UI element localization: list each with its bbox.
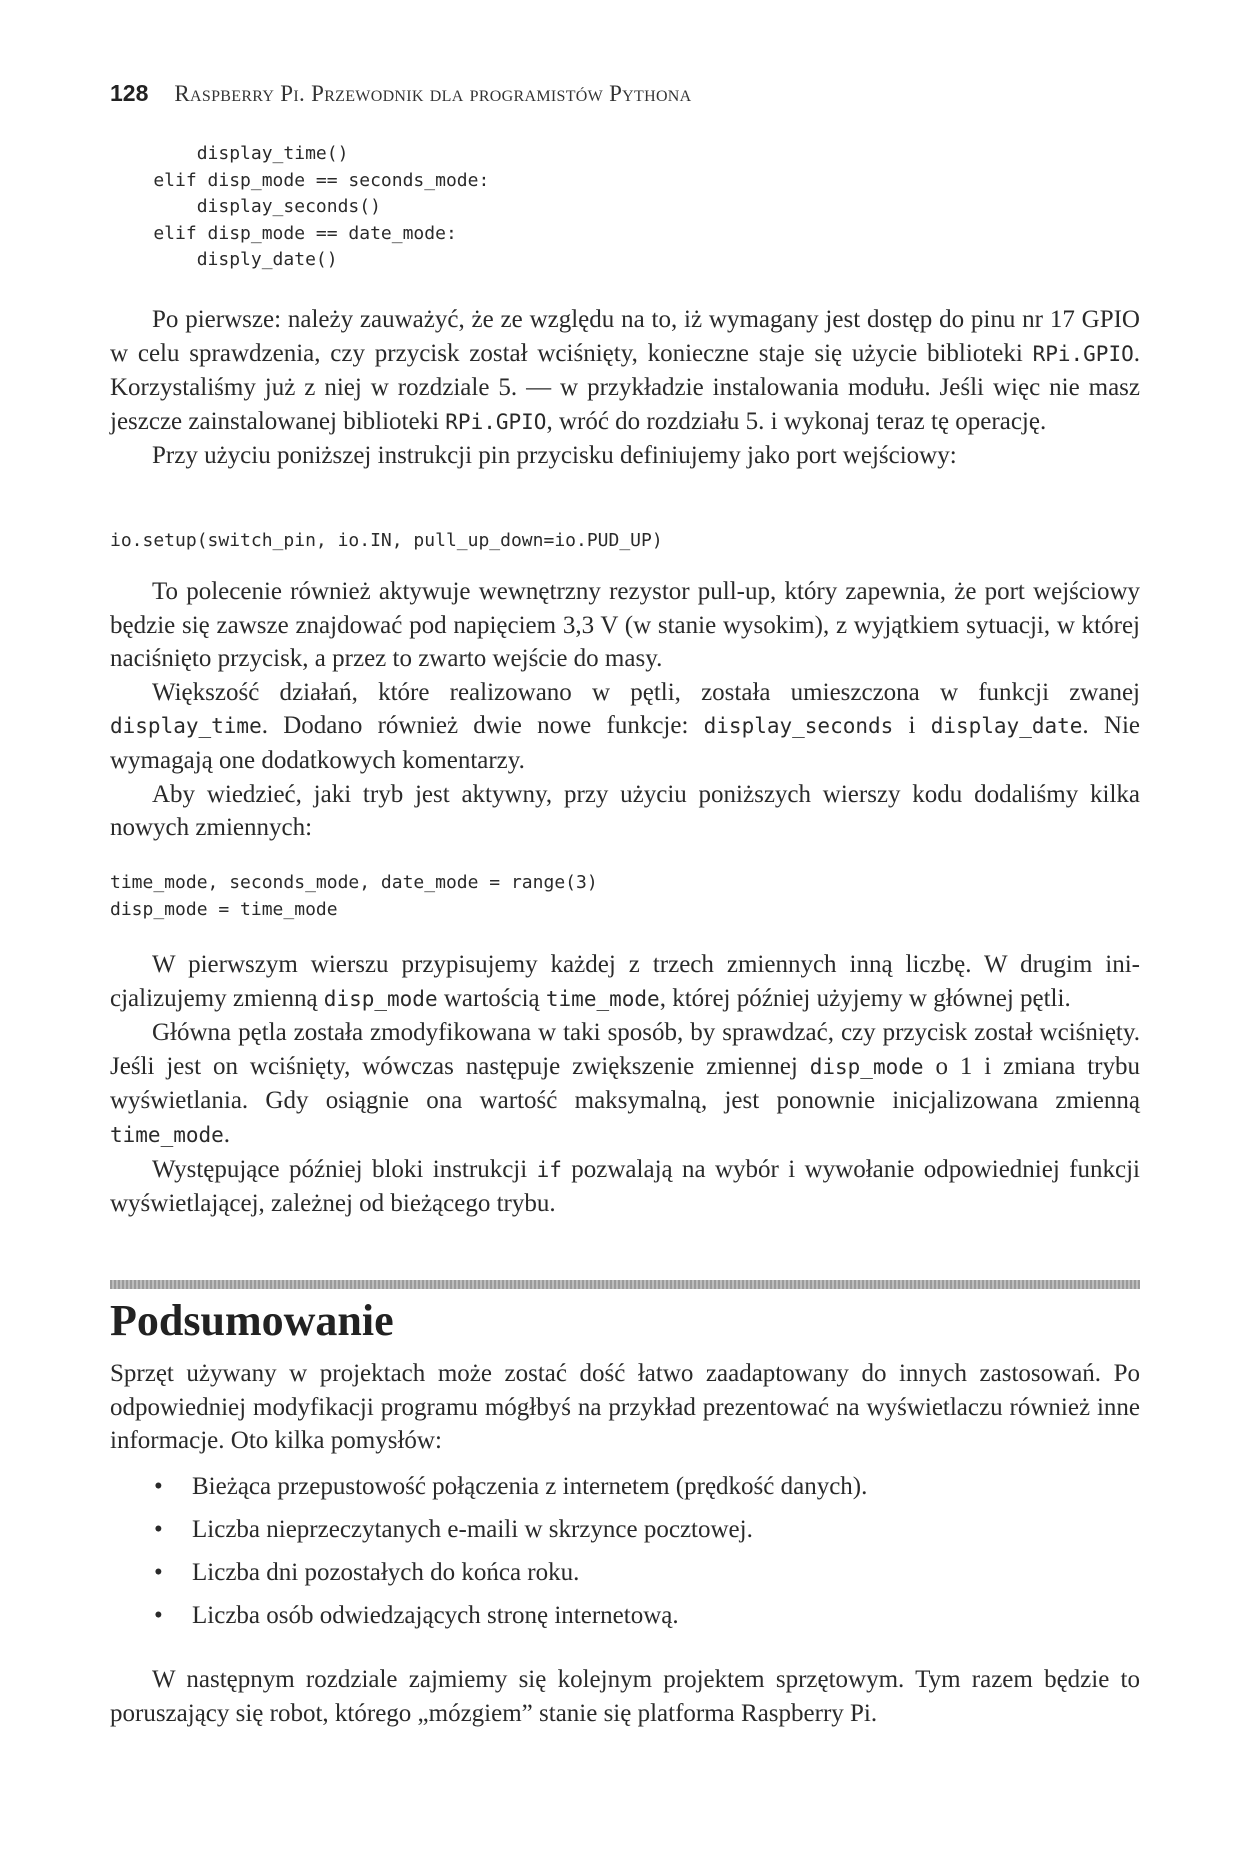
inline-code: display_seconds — [703, 714, 894, 739]
paragraph-pullup-resistor: To polecenie również aktywuje wewnętrzny rezystor pull-up, który zapewnia, że port wejściowy będzie się zawsze znajdować pod napięciem 3,3 V (w stanie wysokim), z wyjątkiem sytuacji, w której naciśnięto przycisk, a przez to zwarto wejście do masy. — [110, 578, 1140, 673]
list-item: • Bieżąca przepustowość połączenia z internetem (prędkość danych). — [110, 1470, 1140, 1513]
inline-code: time_mode — [110, 1122, 224, 1147]
paragraph-first-line: W pierwszym wierszu przypisujemy każdej z trzech zmiennych inną liczbę. W drugim inicjalizujemy zmienną disp_mode wartością time_mode, której później użyjemy w głównej pętli. — [110, 951, 1140, 1012]
inline-code: display_time — [110, 714, 262, 739]
bullet-icon: • — [154, 1559, 163, 1586]
code-block-mode-variables: time_mode, seconds_mode, date_mode = range(3) disp_mode = time_mode — [110, 872, 598, 920]
closing-block — [110, 1663, 1140, 1730]
text-block-main-loop — [110, 948, 1140, 1221]
inline-code: display_date — [930, 714, 1083, 739]
inline-code: disp_mode — [809, 1054, 924, 1079]
list-item: • Liczba osób odwiedzających stronę internetową. — [110, 1599, 1140, 1642]
paragraph-next-chapter: W następnym rozdziale zajmiemy się kolejnym projektem sprzętowym. Tym razem będzie to poruszający się robot, którego „mózgiem” stanie się platforma Raspberry Pi. — [110, 1666, 1140, 1727]
paragraph-summary-intro: Sprzęt używany w projektach może zostać dość łatwo zaadaptowany do innych zastosowań. Po odpowiedniej modyfikacji programu mógłbyś na przykład prezentować na wyświetlaczu również inne informacje. Oto kilka pomysłów: — [110, 1360, 1140, 1455]
code-block-io-setup: io.setup(switch_pin, io.IN, pull_up_down=io.PUD_UP) — [110, 530, 663, 551]
paragraph-new-variables: Aby wiedzieć, jaki tryb jest aktywny, przy użyciu poniższych wierszy kodu dodaliśmy kilka nowych zmiennych: — [110, 780, 1140, 842]
page-number: 128 — [110, 80, 149, 106]
inline-code: time_mode — [545, 986, 660, 1011]
running-title: Raspberry Pi. Przewodnik dla programistów Pythona — [174, 81, 692, 106]
paragraph-input-port: Przy użyciu poniższej instrukcji pin przycisku definiujemy jako port wejściowy: — [152, 442, 957, 470]
inline-code: if — [536, 1157, 562, 1182]
text-block-gpio — [110, 303, 1140, 473]
paragraph-if-blocks: Występujące później bloki instrukcji if pozwalają na wybór i wywołanie odpowiedniej funkcji wyświetlającej, zależnej od bieżącego trybu. — [110, 1155, 1140, 1218]
section-title: Podsumowanie — [110, 1296, 394, 1345]
running-header — [110, 78, 1140, 109]
text-block-pullup — [110, 575, 1140, 845]
list-item: • Liczba dni pozostałych do końca roku. — [110, 1556, 1140, 1599]
bullet-icon: • — [154, 1473, 163, 1500]
list-item: • Liczba nieprzeczytanych e-maili w skrzynce pocztowej. — [110, 1513, 1140, 1556]
section-divider — [110, 1280, 1140, 1289]
paragraph-gpio-library: Po pierwsze: należy zauważyć, że ze względu na to, iż wymagany jest dostęp do pinu nr 17 GPIO w celu sprawdzenia, czy przycisk został wciśnięty, konieczne staje się użycie biblioteki RPi.GPIO. Korzystaliśmy już z niej w rozdziale 5. — w przykładzie instalowania modułu. Jeśli więc nie masz jeszcze zainstalowanej biblioteki RPi.GPIO, wróć do rozdziału 5. i wykonaj teraz tę operację. — [110, 306, 1140, 435]
code-block-display-modes: display_time() elif disp_mode == seconds_mode: display_seconds() elif disp_mode == date_mode: disply_date() — [153, 143, 490, 270]
inline-code: disp_mode — [323, 986, 438, 1011]
inline-code: RPi.GPIO — [1032, 341, 1134, 366]
paragraph-functions: Większość działań, które realizowano w pętli, została umieszczona w funkcji zwanej display_time. Dodano również dwie nowe funkcje: display_seconds i display_date. Nie wymagają one dodatkowych komentarzy. — [110, 678, 1140, 774]
bullet-icon: • — [154, 1516, 163, 1543]
bullet-icon: • — [154, 1602, 163, 1629]
summary-intro-block — [110, 1357, 1140, 1458]
ideas-list — [110, 1470, 1140, 1642]
inline-code: RPi.GPIO — [445, 409, 547, 434]
paragraph-main-loop: Główna pętla została zmodyfikowana w taki sposób, by sprawdzać, czy przycisk został wciśnięty. Jeśli jest on wciśnięty, wówczas następuje zwiększenie zmiennej disp_mode o 1 i zmiana trybu wyświetlania. Gdy osiągnie ona wartość maksymalną, jest ponownie inicjalizowana zmienną time_mode. — [110, 1019, 1140, 1148]
